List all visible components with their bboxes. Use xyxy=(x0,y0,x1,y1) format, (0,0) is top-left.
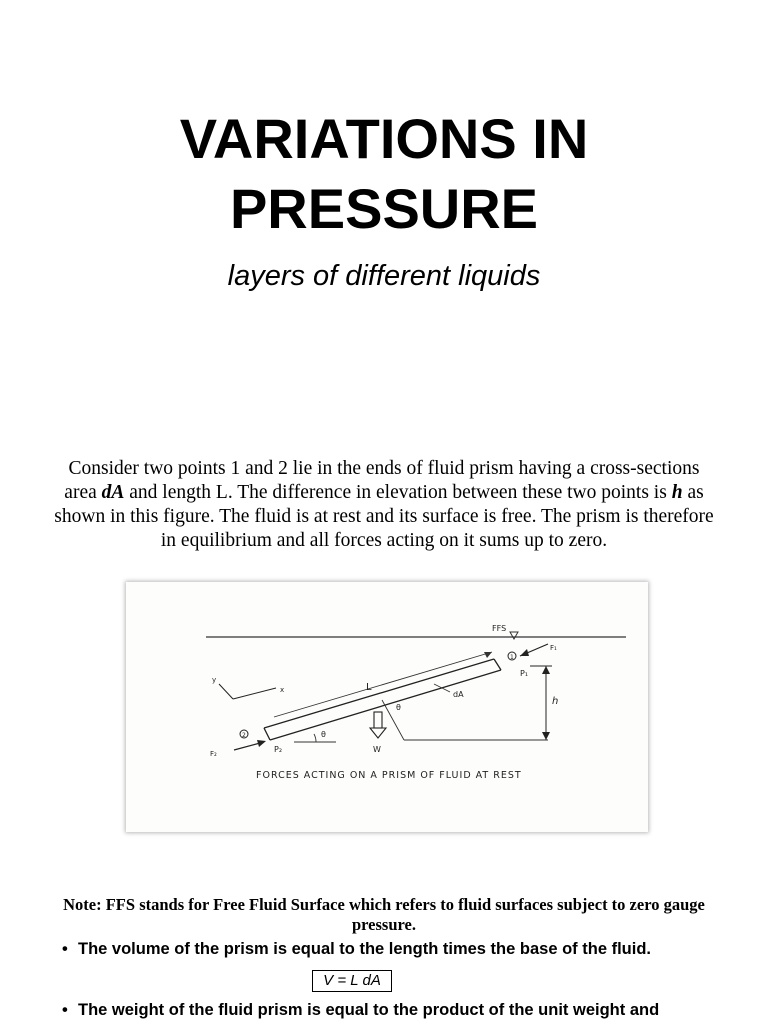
ffs-note: Note: FFS stands for Free Fluid Surface which refers to fluid surfaces subject to zero gauge pressure. xyxy=(63,895,705,934)
length-label: L xyxy=(366,682,372,693)
length-dimension xyxy=(274,652,492,717)
p2-label: P₂ xyxy=(274,745,283,754)
area-label: dA xyxy=(453,690,464,699)
title-line-1: VARIATIONS IN xyxy=(179,107,589,170)
theta-label-left: θ xyxy=(321,730,326,739)
height-arrow-down-icon xyxy=(542,732,550,740)
intro-text-2: and length L. The difference in elevation between these two points is xyxy=(124,482,672,503)
point-1-label: 1 xyxy=(510,654,514,661)
volume-formula: V = L dA xyxy=(312,970,392,992)
weight-arrowhead-icon xyxy=(370,728,386,738)
slide-subtitle: layers of different liquids xyxy=(227,260,541,292)
intro-h: h xyxy=(671,482,683,503)
area-pointer xyxy=(434,684,450,692)
prism-diagram xyxy=(126,582,648,832)
prism-end-left xyxy=(264,728,270,740)
weight-label: W xyxy=(373,745,381,754)
bullet-volume-text: The volume of the prism is equal to the length times the base of the fluid. xyxy=(78,940,651,958)
theta-label-right: θ xyxy=(396,703,401,712)
height-arrow-up-icon xyxy=(542,666,550,674)
ffs-label: FFS xyxy=(492,624,507,633)
bullet-glyph: • xyxy=(62,940,68,958)
prism-diagram-svg xyxy=(126,582,648,832)
p1-label: P₁ xyxy=(520,669,529,678)
length-arrow-right-icon xyxy=(484,652,492,658)
ffs-marker-icon xyxy=(510,632,518,639)
f1-label: F₁ xyxy=(550,644,557,652)
force-f1-arrowhead-icon xyxy=(520,649,529,656)
bullet-volume xyxy=(62,940,742,959)
weight-arrow-shaft xyxy=(374,712,382,728)
prism-end-right xyxy=(494,659,501,670)
axis-y-line xyxy=(219,684,233,699)
point-2-label: 2 xyxy=(242,732,246,739)
f2-label: F₂ xyxy=(210,750,217,758)
intro-text-3: as shown in this figure. The fluid is at rest and its surface is free. The prism is therefore in equilibrium and all forces acting on it sums up to zero. xyxy=(54,482,714,551)
intro-da: dA xyxy=(101,482,125,503)
bullet-glyph: • xyxy=(62,1001,68,1019)
axis-x-label: x xyxy=(280,686,285,694)
axis-x-line xyxy=(233,688,276,699)
bullet-weight-text: The weight of the fluid prism is equal to the product of the unit weight and xyxy=(78,1001,660,1019)
title-line-2: PRESSURE xyxy=(229,177,539,240)
bullet-weight xyxy=(62,1001,742,1020)
intro-text-1: Consider two points 1 and 2 lie in the ends of fluid prism having a cross-sections area xyxy=(64,458,700,503)
intro-paragraph xyxy=(54,457,714,553)
angle-arc-left xyxy=(314,734,316,742)
height-label: h xyxy=(552,696,559,707)
figure-caption: FORCES ACTING ON A PRISM OF FLUID AT REST xyxy=(256,770,522,781)
axis-y-label: y xyxy=(212,676,217,684)
force-f2-arrowhead-icon xyxy=(257,740,266,747)
